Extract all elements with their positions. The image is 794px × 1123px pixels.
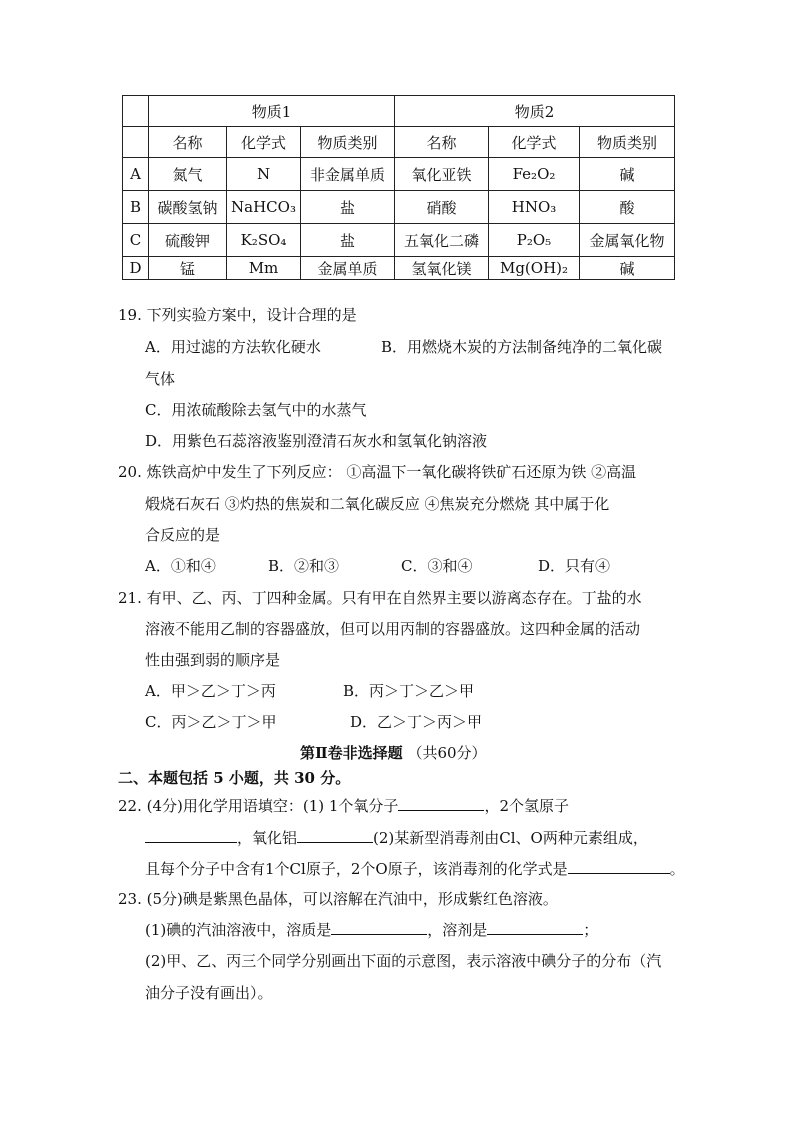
table-column-header: 化学式 [227,127,301,158]
q21-option-a: A．甲＞乙＞丁＞丙 [145,682,276,700]
answer-blank[interactable] [487,920,583,935]
row-label: A [123,158,149,191]
table-cell: 锰 [149,257,227,280]
table-row [123,257,675,280]
q19-option-c: C．用浓硫酸除去氢气中的水蒸气 [145,401,367,419]
row-label: D [123,257,149,280]
table-column-header: 化学式 [489,127,580,158]
table-cell: 盐 [301,191,395,224]
substance-table [122,95,675,280]
table-row [123,191,675,224]
table-cell: K₂SO₄ [227,224,301,257]
section-2-title [300,742,487,763]
q21-option-c: C．丙＞乙＞丁＞甲 [145,713,277,731]
q21-option-d: D．乙＞丁＞丙＞甲 [350,713,483,731]
q22-text: (2)某新型消毒剂由Cl、O两种元素组成， [373,829,648,847]
table-cell: 氢氧化镁 [395,257,489,280]
part-2-heading: 二、本题包括 5 小题，共 30 分。 [118,769,351,787]
table-column-header: 物质类别 [301,127,395,158]
table-column-header: 名称 [395,127,489,158]
q20-option-c: C．③和④ [401,557,473,575]
q19-option-a: A．用过滤的方法软化硬水 [145,338,321,356]
q20-stem-line-2: 煅烧石灰石 ③灼热的焦炭和二氧化碳反应 ④焦炭充分燃烧 其中属于化 [145,495,610,513]
row-label: B [123,191,149,224]
q20-option-d: D．只有④ [538,557,611,575]
table-cell: 五氧化二磷 [395,224,489,257]
q21-stem-line-1: 21. 有甲、乙、丙、丁四种金属。只有甲在自然界主要以游离态存在。丁盐的水 [118,589,642,607]
q20-stem-line-3: 合反应的是 [145,526,221,544]
q23-text: ； [583,921,599,939]
table-cell: 非金属单质 [301,158,395,191]
q23-line-4: 油分子没有画出）。 [145,984,273,1002]
table-cell: 酸 [580,191,675,224]
q19-option-d: D．用紫色石蕊溶液鉴别澄清石灰水和氢氧化钠溶液 [145,432,488,450]
row-label: C [123,224,149,257]
table-corner-cell [123,127,149,158]
table-cell: 盐 [301,224,395,257]
q23-line-2 [145,919,598,940]
q22-text: 22. (4分)用化学用语填空：(1) 1个氧分子 [118,797,399,815]
section-2-score-note: （共60分） [407,744,487,762]
q20-option-a: A．①和④ [145,557,216,575]
table-cell: Mg(OH)₂ [489,257,580,280]
q22-line-1 [118,795,569,816]
answer-blank[interactable] [568,859,670,874]
q22-line-3 [145,858,685,879]
q22-text: ，2个氢原子 [484,797,569,815]
answer-blank[interactable] [145,828,237,843]
table-corner-cell [123,96,149,127]
q21-option-b: B．丙＞丁＞乙＞甲 [343,682,475,700]
table-cell: P₂O₅ [489,224,580,257]
table-cell: Fe₂O₂ [489,158,580,191]
table-column-header: 物质类别 [580,127,675,158]
table-cell: 硫酸钾 [149,224,227,257]
table-cell: 金属氧化物 [580,224,675,257]
q21-stem-line-3: 性由强到弱的顺序是 [145,651,281,669]
table-cell: 碱 [580,257,675,280]
answer-blank[interactable] [297,828,373,843]
table-cell: Mm [227,257,301,280]
table-group-1-header: 物质1 [149,96,395,127]
q22-text: ，氧化铝 [237,829,298,847]
table-cell: N [227,158,301,191]
q22-text: 且每个分子中含有1个Cl原子，2个O原子，该消毒剂的化学式是 [145,860,568,878]
table-cell: HNO₃ [489,191,580,224]
table-cell: 碱 [580,158,675,191]
q20-stem-line-1: 20. 炼铁高炉中发生了下列反应： ①高温下一氧化碳将铁矿石还原为铁 ②高温 [118,463,637,481]
q22-text: 。 [669,860,685,878]
q23-text: ，溶剂是 [427,921,488,939]
table-cell: 碳酸氢钠 [149,191,227,224]
table-row [123,158,675,191]
q20-option-b: B．②和③ [268,557,340,575]
q23-line-1: 23. (5分)碘是紫黑色晶体，可以溶解在汽油中，形成紫红色溶液。 [118,890,558,908]
table-cell: 氮气 [149,158,227,191]
table-cell: 氧化亚铁 [395,158,489,191]
section-2-title-text: 第Ⅱ卷非选择题 [300,744,403,762]
table-row [123,224,675,257]
q19-option-b-continued: 气体 [145,370,176,388]
q19-option-b: B．用燃烧木炭的方法制备纯净的二氧化碳 [381,338,663,356]
answer-blank[interactable] [331,920,427,935]
table-cell: NaHCO₃ [227,191,301,224]
q19-stem: 19. 下列实验方案中，设计合理的是 [118,306,357,324]
q23-line-3: (2)甲、乙、丙三个同学分别画出下面的示意图，表示溶液中碘分子的分布（汽 [145,952,662,970]
table-column-header: 名称 [149,127,227,158]
table-group-2-header: 物质2 [395,96,675,127]
table-cell: 硝酸 [395,191,489,224]
q21-stem-line-2: 溶液不能用乙制的容器盛放，但可以用丙制的容器盛放。这四种金属的活动 [145,620,641,638]
q22-line-2 [145,827,648,848]
table-cell: 金属单质 [301,257,395,280]
answer-blank[interactable] [398,796,484,811]
q23-text: (1)碘的汽油溶液中，溶质是 [145,921,332,939]
